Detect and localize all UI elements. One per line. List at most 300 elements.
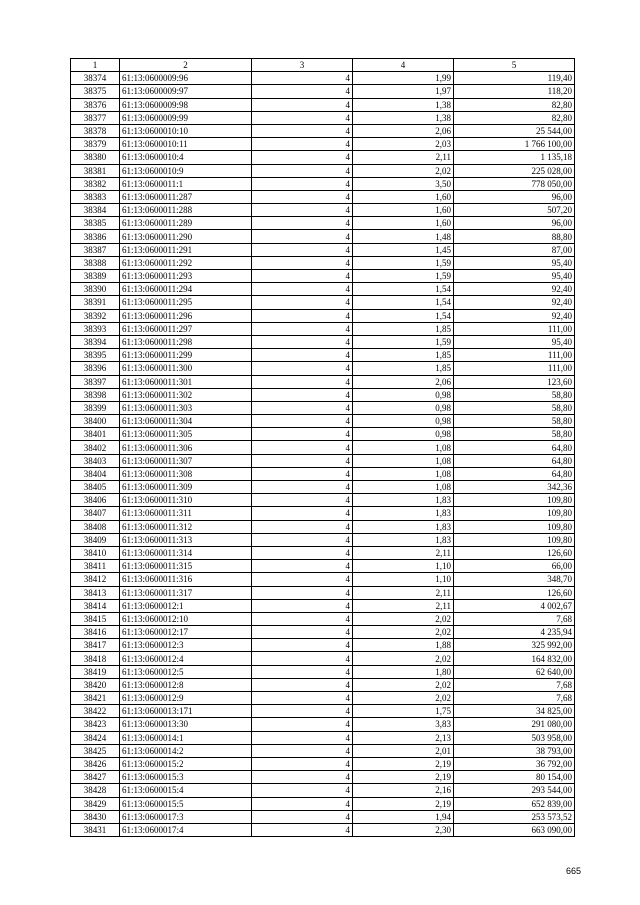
table-row <box>71 388 575 401</box>
table-row <box>71 612 575 625</box>
table-cell-col-2: 61:13:0600011:287 <box>120 190 252 203</box>
table-cell-col-5: 342,36 <box>454 481 575 494</box>
table-cell-col-2: 61:13:0600011:293 <box>120 270 252 283</box>
table-cell-col-5: 25 544,00 <box>454 124 575 137</box>
table-cell-col-5: 64,80 <box>454 467 575 480</box>
table-cell-col-4: 1,38 <box>353 111 454 124</box>
table-cell-col-3: 4 <box>252 270 353 283</box>
table-cell-col-2: 61:13:0600009:97 <box>120 85 252 98</box>
table-cell-col-3: 4 <box>252 177 353 190</box>
table-row <box>71 335 575 348</box>
table-cell-col-4: 2,11 <box>353 546 454 559</box>
table-cell-col-3: 4 <box>252 217 353 230</box>
table-cell-col-2: 61:13:0600011:292 <box>120 256 252 269</box>
table-row <box>71 467 575 480</box>
table-cell-col-1: 38418 <box>71 652 120 665</box>
table-cell-col-1: 38411 <box>71 560 120 573</box>
table-cell-col-3: 4 <box>252 415 353 428</box>
table-row <box>71 757 575 770</box>
table-cell-col-1: 38399 <box>71 401 120 414</box>
table-cell-col-3: 4 <box>252 388 353 401</box>
table-cell-col-5: 38 793,00 <box>454 744 575 757</box>
table-cell-col-2: 61:13:0600011:307 <box>120 454 252 467</box>
table-cell-col-1: 38429 <box>71 797 120 810</box>
table-cell-col-3: 4 <box>252 296 353 309</box>
table-cell-col-4: 2,06 <box>353 124 454 137</box>
table-cell-col-3: 4 <box>252 335 353 348</box>
table-cell-col-1: 38414 <box>71 599 120 612</box>
header-col-4: 4 <box>353 59 454 72</box>
table-cell-col-5: 111,00 <box>454 322 575 335</box>
data-table <box>70 58 575 837</box>
table-cell-col-2: 61:13:0600011:306 <box>120 441 252 454</box>
table-cell-col-4: 2,02 <box>353 678 454 691</box>
table-row <box>71 705 575 718</box>
table-cell-col-5: 119,40 <box>454 72 575 85</box>
table-row <box>71 362 575 375</box>
table-cell-col-5: 34 825,00 <box>454 705 575 718</box>
table-cell-col-3: 4 <box>252 494 353 507</box>
table-cell-col-4: 1,59 <box>353 270 454 283</box>
table-row <box>71 797 575 810</box>
table-row <box>71 177 575 190</box>
table-cell-col-5: 7,68 <box>454 692 575 705</box>
table-cell-col-5: 348,70 <box>454 573 575 586</box>
table-cell-col-4: 2,02 <box>353 164 454 177</box>
table-cell-col-1: 38386 <box>71 230 120 243</box>
table-cell-col-1: 38428 <box>71 784 120 797</box>
table-cell-col-3: 4 <box>252 230 353 243</box>
table-cell-col-3: 4 <box>252 204 353 217</box>
table-row <box>71 520 575 533</box>
table-cell-col-1: 38430 <box>71 810 120 823</box>
header-col-5: 5 <box>454 59 575 72</box>
table-cell-col-4: 1,08 <box>353 454 454 467</box>
table-cell-col-4: 1,83 <box>353 520 454 533</box>
table-cell-col-4: 2,11 <box>353 586 454 599</box>
table-cell-col-5: 503 958,00 <box>454 731 575 744</box>
table-cell-col-2: 61:13:0600011:295 <box>120 296 252 309</box>
table-cell-col-1: 38376 <box>71 98 120 111</box>
table-row <box>71 810 575 823</box>
table-cell-col-2: 61:13:0600011:288 <box>120 204 252 217</box>
table-cell-col-5: 58,80 <box>454 401 575 414</box>
table-cell-col-3: 4 <box>252 665 353 678</box>
table-cell-col-1: 38389 <box>71 270 120 283</box>
header-col-1: 1 <box>71 59 120 72</box>
table-cell-col-4: 1,48 <box>353 230 454 243</box>
table-cell-col-3: 4 <box>252 481 353 494</box>
table-cell-col-3: 4 <box>252 731 353 744</box>
table-cell-col-2: 61:13:0600017:3 <box>120 810 252 823</box>
page-number: 665 <box>566 866 582 876</box>
table-body <box>71 72 575 837</box>
table-cell-col-4: 1,08 <box>353 467 454 480</box>
table-cell-col-3: 4 <box>252 190 353 203</box>
table-cell-col-2: 61:13:0600011:301 <box>120 375 252 388</box>
table-cell-col-5: 253 573,52 <box>454 810 575 823</box>
table-cell-col-4: 2,19 <box>353 757 454 770</box>
table-cell-col-1: 38401 <box>71 428 120 441</box>
table-cell-col-1: 38397 <box>71 375 120 388</box>
table-cell-col-4: 1,80 <box>353 665 454 678</box>
table-cell-col-5: 325 992,00 <box>454 639 575 652</box>
table-cell-col-2: 61:13:0600011:309 <box>120 481 252 494</box>
table-cell-col-5: 92,40 <box>454 283 575 296</box>
table-cell-col-5: 123,60 <box>454 375 575 388</box>
table-cell-col-2: 61:13:0600011:289 <box>120 217 252 230</box>
table-cell-col-2: 61:13:0600011:302 <box>120 388 252 401</box>
table-cell-col-1: 38391 <box>71 296 120 309</box>
table-cell-col-5: 82,80 <box>454 111 575 124</box>
table-cell-col-4: 1,60 <box>353 204 454 217</box>
table-row <box>71 454 575 467</box>
table-cell-col-1: 38390 <box>71 283 120 296</box>
table-row <box>71 151 575 164</box>
table-cell-col-5: 96,00 <box>454 190 575 203</box>
table-cell-col-4: 0,98 <box>353 388 454 401</box>
table-row <box>71 784 575 797</box>
table-cell-col-5: 663 090,00 <box>454 823 575 836</box>
table-row <box>71 428 575 441</box>
table-cell-col-3: 4 <box>252 111 353 124</box>
header-row <box>71 59 575 72</box>
table-cell-col-5: 109,80 <box>454 533 575 546</box>
table-cell-col-5: 4 235,94 <box>454 626 575 639</box>
table-cell-col-2: 61:13:0600012:8 <box>120 678 252 691</box>
table-cell-col-5: 95,40 <box>454 335 575 348</box>
table-cell-col-3: 4 <box>252 652 353 665</box>
table-row <box>71 349 575 362</box>
table-cell-col-1: 38396 <box>71 362 120 375</box>
table-row <box>71 481 575 494</box>
table-cell-col-5: 92,40 <box>454 296 575 309</box>
table-cell-col-2: 61:13:0600009:98 <box>120 98 252 111</box>
table-cell-col-5: 164 832,00 <box>454 652 575 665</box>
table-cell-col-3: 4 <box>252 784 353 797</box>
table-row <box>71 823 575 836</box>
table-row <box>71 401 575 414</box>
table-cell-col-4: 1,83 <box>353 494 454 507</box>
table-cell-col-2: 61:13:0600011:297 <box>120 322 252 335</box>
table-cell-col-3: 4 <box>252 124 353 137</box>
table-cell-col-5: 96,00 <box>454 217 575 230</box>
table-cell-col-1: 38385 <box>71 217 120 230</box>
table-row <box>71 230 575 243</box>
table-cell-col-5: 88,80 <box>454 230 575 243</box>
table-cell-col-5: 293 544,00 <box>454 784 575 797</box>
table-cell-col-1: 38379 <box>71 138 120 151</box>
table-cell-col-3: 4 <box>252 626 353 639</box>
table-header <box>71 59 575 72</box>
table-cell-col-2: 61:13:0600009:96 <box>120 72 252 85</box>
table-cell-col-4: 2,02 <box>353 612 454 625</box>
table-cell-col-1: 38413 <box>71 586 120 599</box>
table-cell-col-1: 38406 <box>71 494 120 507</box>
table-cell-col-1: 38423 <box>71 718 120 731</box>
table-cell-col-1: 38394 <box>71 335 120 348</box>
table-cell-col-2: 61:13:0600009:99 <box>120 111 252 124</box>
table-row <box>71 111 575 124</box>
table-cell-col-4: 1,08 <box>353 481 454 494</box>
table-cell-col-1: 38388 <box>71 256 120 269</box>
table-cell-col-5: 7,68 <box>454 612 575 625</box>
table-row <box>71 283 575 296</box>
table-cell-col-1: 38392 <box>71 309 120 322</box>
table-cell-col-4: 3,83 <box>353 718 454 731</box>
table-cell-col-2: 61:13:0600011:294 <box>120 283 252 296</box>
table-row <box>71 217 575 230</box>
table-cell-col-1: 38383 <box>71 190 120 203</box>
table-cell-col-2: 61:13:0600011:312 <box>120 520 252 533</box>
table-cell-col-1: 38431 <box>71 823 120 836</box>
table-row <box>71 692 575 705</box>
table-cell-col-3: 4 <box>252 507 353 520</box>
table-cell-col-5: 111,00 <box>454 362 575 375</box>
table-cell-col-4: 1,85 <box>353 362 454 375</box>
table-cell-col-2: 61:13:0600014:2 <box>120 744 252 757</box>
table-cell-col-1: 38381 <box>71 164 120 177</box>
table-row <box>71 85 575 98</box>
table-cell-col-1: 38404 <box>71 467 120 480</box>
table-row <box>71 652 575 665</box>
table-cell-col-5: 95,40 <box>454 270 575 283</box>
table-cell-col-2: 61:13:0600011:314 <box>120 546 252 559</box>
table-cell-col-4: 1,94 <box>353 810 454 823</box>
table-row <box>71 771 575 784</box>
table-cell-col-4: 1,54 <box>353 309 454 322</box>
table-row <box>71 744 575 757</box>
table-cell-col-4: 1,83 <box>353 533 454 546</box>
table-cell-col-2: 61:13:0600011:313 <box>120 533 252 546</box>
table-row <box>71 138 575 151</box>
table-cell-col-1: 38422 <box>71 705 120 718</box>
table-cell-col-2: 61:13:0600010:4 <box>120 151 252 164</box>
table-cell-col-5: 58,80 <box>454 428 575 441</box>
table-cell-col-3: 4 <box>252 138 353 151</box>
table-cell-col-1: 38409 <box>71 533 120 546</box>
table-row <box>71 731 575 744</box>
table-cell-col-5: 109,80 <box>454 494 575 507</box>
table-cell-col-3: 4 <box>252 72 353 85</box>
table-row <box>71 626 575 639</box>
table-cell-col-3: 4 <box>252 797 353 810</box>
table-cell-col-1: 38374 <box>71 72 120 85</box>
table-cell-col-3: 4 <box>252 151 353 164</box>
table-cell-col-4: 2,11 <box>353 599 454 612</box>
table-cell-col-2: 61:13:0600011:310 <box>120 494 252 507</box>
table-cell-col-2: 61:13:0600010:9 <box>120 164 252 177</box>
table-cell-col-3: 4 <box>252 744 353 757</box>
table-cell-col-2: 61:13:0600012:17 <box>120 626 252 639</box>
table-cell-col-3: 4 <box>252 428 353 441</box>
table-row <box>71 718 575 731</box>
table-cell-col-4: 1,38 <box>353 98 454 111</box>
table-cell-col-5: 64,80 <box>454 441 575 454</box>
table-cell-col-3: 4 <box>252 520 353 533</box>
table-cell-col-1: 38393 <box>71 322 120 335</box>
table-row <box>71 441 575 454</box>
table-cell-col-5: 1 766 100,00 <box>454 138 575 151</box>
table-cell-col-5: 66,00 <box>454 560 575 573</box>
table-row <box>71 507 575 520</box>
table-cell-col-3: 4 <box>252 560 353 573</box>
table-row <box>71 546 575 559</box>
table-cell-col-3: 4 <box>252 599 353 612</box>
table-cell-col-5: 4 002,67 <box>454 599 575 612</box>
table-cell-col-4: 1,60 <box>353 217 454 230</box>
table-cell-col-5: 126,60 <box>454 586 575 599</box>
table-cell-col-5: 62 640,00 <box>454 665 575 678</box>
table-row <box>71 494 575 507</box>
table-cell-col-5: 111,00 <box>454 349 575 362</box>
table-row <box>71 560 575 573</box>
table-cell-col-5: 80 154,00 <box>454 771 575 784</box>
table-cell-col-3: 4 <box>252 467 353 480</box>
table-cell-col-2: 61:13:0600011:303 <box>120 401 252 414</box>
table-cell-col-1: 38420 <box>71 678 120 691</box>
table-cell-col-4: 1,59 <box>353 335 454 348</box>
table-row <box>71 599 575 612</box>
table-cell-col-4: 1,45 <box>353 243 454 256</box>
table-cell-col-2: 61:13:0600011:291 <box>120 243 252 256</box>
table-cell-col-3: 4 <box>252 546 353 559</box>
table-cell-col-4: 3,50 <box>353 177 454 190</box>
table-cell-col-1: 38417 <box>71 639 120 652</box>
table-cell-col-2: 61:13:0600012:5 <box>120 665 252 678</box>
table-cell-col-1: 38424 <box>71 731 120 744</box>
table-cell-col-5: 95,40 <box>454 256 575 269</box>
table-row <box>71 164 575 177</box>
table-cell-col-2: 61:13:0600011:1 <box>120 177 252 190</box>
table-cell-col-2: 61:13:0600012:4 <box>120 652 252 665</box>
table-cell-col-3: 4 <box>252 283 353 296</box>
table-row <box>71 309 575 322</box>
table-cell-col-3: 4 <box>252 573 353 586</box>
table-cell-col-1: 38384 <box>71 204 120 217</box>
table-cell-col-5: 225 028,00 <box>454 164 575 177</box>
table-row <box>71 586 575 599</box>
table-cell-col-4: 1,88 <box>353 639 454 652</box>
table-cell-col-3: 4 <box>252 757 353 770</box>
header-col-2: 2 <box>120 59 252 72</box>
table-cell-col-5: 118,20 <box>454 85 575 98</box>
table-cell-col-5: 58,80 <box>454 415 575 428</box>
table-cell-col-2: 61:13:0600014:1 <box>120 731 252 744</box>
table-cell-col-4: 2,13 <box>353 731 454 744</box>
table-cell-col-2: 61:13:0600015:2 <box>120 757 252 770</box>
table-row <box>71 256 575 269</box>
table-cell-col-4: 0,98 <box>353 401 454 414</box>
table-cell-col-3: 4 <box>252 85 353 98</box>
table-cell-col-4: 1,54 <box>353 283 454 296</box>
table-cell-col-1: 38408 <box>71 520 120 533</box>
table-cell-col-2: 61:13:0600011:308 <box>120 467 252 480</box>
table-cell-col-5: 58,80 <box>454 388 575 401</box>
table-row <box>71 243 575 256</box>
table-cell-col-5: 64,80 <box>454 454 575 467</box>
table-row <box>71 204 575 217</box>
table-cell-col-4: 1,85 <box>353 322 454 335</box>
table-cell-col-3: 4 <box>252 375 353 388</box>
table-cell-col-3: 4 <box>252 322 353 335</box>
table-cell-col-5: 109,80 <box>454 520 575 533</box>
table-cell-col-3: 4 <box>252 243 353 256</box>
table-cell-col-3: 4 <box>252 441 353 454</box>
table-cell-col-2: 61:13:0600015:3 <box>120 771 252 784</box>
table-cell-col-4: 0,98 <box>353 415 454 428</box>
table-cell-col-2: 61:13:0600013:30 <box>120 718 252 731</box>
table-cell-col-4: 1,83 <box>353 507 454 520</box>
table-cell-col-4: 1,08 <box>353 441 454 454</box>
table-cell-col-2: 61:13:0600012:10 <box>120 612 252 625</box>
table-row <box>71 190 575 203</box>
table-cell-col-3: 4 <box>252 718 353 731</box>
table-cell-col-1: 38378 <box>71 124 120 137</box>
table-cell-col-4: 2,19 <box>353 797 454 810</box>
table-cell-col-5: 778 050,00 <box>454 177 575 190</box>
table-cell-col-3: 4 <box>252 678 353 691</box>
table-cell-col-4: 1,10 <box>353 573 454 586</box>
table-cell-col-1: 38398 <box>71 388 120 401</box>
table-cell-col-2: 61:13:0600011:296 <box>120 309 252 322</box>
table-cell-col-1: 38421 <box>71 692 120 705</box>
table-cell-col-2: 61:13:0600011:317 <box>120 586 252 599</box>
table-cell-col-1: 38415 <box>71 612 120 625</box>
table-cell-col-1: 38380 <box>71 151 120 164</box>
table-row <box>71 678 575 691</box>
table-cell-col-5: 82,80 <box>454 98 575 111</box>
table-cell-col-4: 1,97 <box>353 85 454 98</box>
table-cell-col-2: 61:13:0600011:299 <box>120 349 252 362</box>
table-cell-col-4: 2,11 <box>353 151 454 164</box>
table-cell-col-4: 1,54 <box>353 296 454 309</box>
table-cell-col-2: 61:13:0600010:11 <box>120 138 252 151</box>
table-cell-col-1: 38410 <box>71 546 120 559</box>
table-cell-col-2: 61:13:0600011:316 <box>120 573 252 586</box>
table-cell-col-2: 61:13:0600012:9 <box>120 692 252 705</box>
table-cell-col-4: 2,03 <box>353 138 454 151</box>
table-cell-col-3: 4 <box>252 256 353 269</box>
table-cell-col-1: 38405 <box>71 481 120 494</box>
header-col-3: 3 <box>252 59 353 72</box>
table-cell-col-5: 507,20 <box>454 204 575 217</box>
table-cell-col-3: 4 <box>252 98 353 111</box>
table-cell-col-4: 2,02 <box>353 626 454 639</box>
table-cell-col-2: 61:13:0600012:3 <box>120 639 252 652</box>
table-cell-col-5: 291 080,00 <box>454 718 575 731</box>
table-cell-col-4: 2,01 <box>353 744 454 757</box>
table-cell-col-5: 7,68 <box>454 678 575 691</box>
table-cell-col-5: 109,80 <box>454 507 575 520</box>
table-cell-col-1: 38403 <box>71 454 120 467</box>
table-cell-col-3: 4 <box>252 349 353 362</box>
table-cell-col-2: 61:13:0600015:5 <box>120 797 252 810</box>
table-row <box>71 665 575 678</box>
table-cell-col-1: 38407 <box>71 507 120 520</box>
table-cell-col-4: 2,02 <box>353 692 454 705</box>
table-cell-col-3: 4 <box>252 362 353 375</box>
table-row <box>71 72 575 85</box>
table-cell-col-1: 38425 <box>71 744 120 757</box>
table-cell-col-2: 61:13:0600011:298 <box>120 335 252 348</box>
table-row <box>71 533 575 546</box>
table-cell-col-1: 38387 <box>71 243 120 256</box>
table-cell-col-2: 61:13:0600013:171 <box>120 705 252 718</box>
table-cell-col-3: 4 <box>252 705 353 718</box>
table-cell-col-4: 2,16 <box>353 784 454 797</box>
table-cell-col-2: 61:13:0600010:10 <box>120 124 252 137</box>
